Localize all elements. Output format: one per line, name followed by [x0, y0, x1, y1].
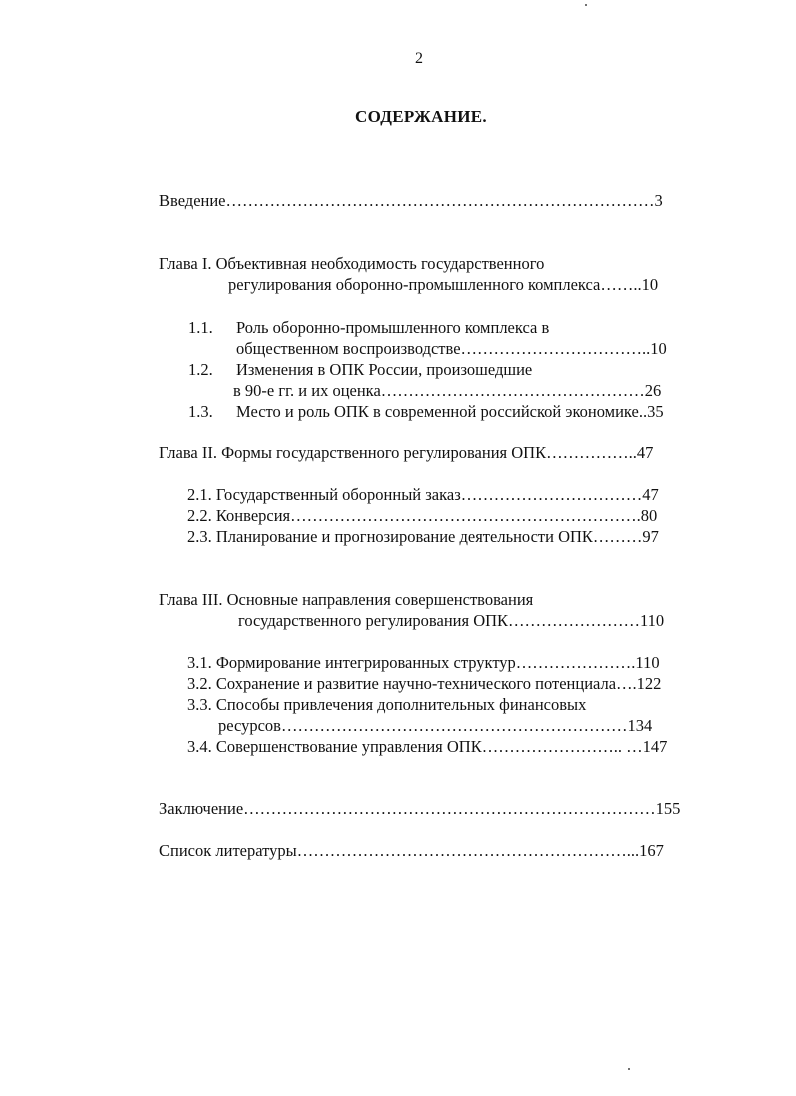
toc-section-1-1-line-2: общественном воспроизводстве……………………………..10	[236, 339, 667, 358]
toc-chapter-3-line-2: государственного регулирования ОПК……………………110	[238, 611, 665, 630]
toc-section-1-2-line-2: в 90-е гг. и их оценка…………………………………………26	[233, 381, 662, 400]
scan-speck	[585, 4, 587, 6]
toc-section-3-2: 3.2. Сохранение и развитие научно-технического потенциала….122	[187, 674, 662, 693]
toc-chapter-1-line-2: регулирования оборонно-промышленного комплекса……..10	[228, 275, 659, 294]
toc-section-1-1-number: 1.1.	[188, 318, 213, 337]
toc-section-3-3-line-2: ресурсов………………………………………………………134	[218, 716, 653, 735]
toc-section-1-2-number: 1.2.	[188, 360, 213, 379]
toc-chapter-1-line-1: Глава I. Объективная необходимость государственного	[159, 254, 545, 273]
toc-conclusion: Заключение…………………………………………………………………155	[159, 799, 681, 818]
toc-section-3-3-line-1: 3.3. Способы привлечения дополнительных финансовых	[187, 695, 587, 714]
toc-chapter-2: Глава II. Формы государственного регулирования ОПК……………..47	[159, 443, 654, 462]
toc-section-1-1-line-1: Роль оборонно-промышленного комплекса в	[236, 318, 550, 337]
toc-section-3-1: 3.1. Формирование интегрированных структур………………….110	[187, 653, 660, 672]
toc-section-1-3-number: 1.3.	[188, 402, 213, 421]
toc-chapter-3-line-1: Глава III. Основные направления совершенствования	[159, 590, 534, 609]
toc-intro: Введение……………………………………………………………………3	[159, 191, 663, 210]
toc-section-3-4: 3.4. Совершенствование управления ОПК…………………….. …147	[187, 737, 668, 756]
toc-section-1-3-line-1: Место и роль ОПК в современной российской экономике..35	[236, 402, 664, 421]
page-number: 2	[415, 50, 423, 67]
toc-section-2-1: 2.1. Государственный оборонный заказ……………………………47	[187, 485, 659, 504]
toc-section-1-2-line-1: Изменения в ОПК России, произошедшие	[236, 360, 533, 379]
page-title: СОДЕРЖАНИЕ.	[355, 107, 487, 126]
toc-section-2-2: 2.2. Конверсия……………………………………………………….80	[187, 506, 658, 525]
toc-section-2-3: 2.3. Планирование и прогнозирование деятельности ОПК………97	[187, 527, 659, 546]
toc-references: Список литературы……………………………………………………...167	[159, 841, 664, 860]
scan-speck	[628, 1068, 630, 1070]
